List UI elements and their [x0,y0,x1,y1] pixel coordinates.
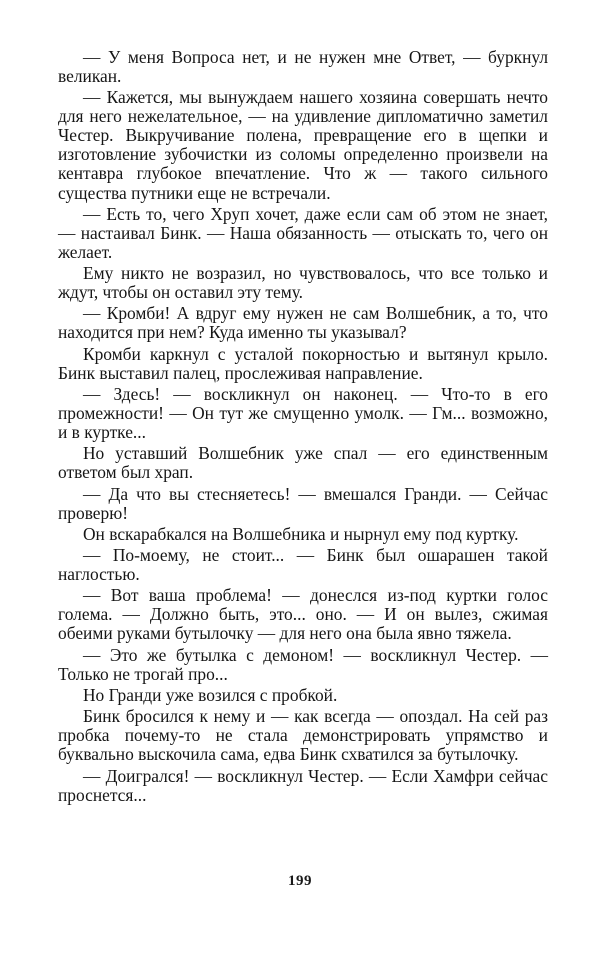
paragraph: Он вскарабкался на Волшебника и нырнул ему под куртку. [83,523,519,544]
page-number: 199 [288,873,312,889]
paragraph: — Да что вы стесняетесь! — вмешался Гранди. — Сейчас проверю! [58,483,548,523]
paragraph: Кромби каркнул с усталой покорностью и вытянул крыло. Бинк выставил палец, прослеживая направление. [58,343,548,383]
paragraph: — Здесь! — воскликнул он наконец. — Что-то в его промежности! — Он тут же смущенно умолк. — Гм... возможно, и в куртке... [58,383,548,443]
paragraph: — Вот ваша проблема! — донеслся из-под куртки голос голема. — Должно быть, это... оно. — И он вылез, сжимая обеими руками бутылочку — для него она была явно тяжела. [58,585,548,644]
paragraph: — По-моему, не стоит... — Бинк был ошарашен такой наглостью. [58,545,548,585]
paragraph: — Есть то, чего Хруп хочет, даже если сам об этом не знает, — настаивал Бинк. — Наша обязанность — отыскать то, чего он желает. [58,203,548,262]
paragraph: — Кромби! А вдруг ему нужен не сам Волшебник, а то, что находится при нем? Куда именно ты указывал? [58,303,548,343]
paragraph: Но Гранди уже возился с пробкой. [83,684,338,705]
paragraph: Бинк бросился к нему и — как всегда — опоздал. На сей раз пробка почему-то не стала демонстрировать упрямство и буквально выскочила сама, едва Бинк схватился за бутылочку. [58,706,548,765]
page-body [58,48,548,807]
paragraph: Но уставший Волшебник уже спал — его единственным ответом был храп. [58,443,548,483]
paragraph: — У меня Вопроса нет, и не нужен мне Ответ, — буркнул великан. [58,47,548,87]
paragraph: Ему никто не возразил, но чувствовалось, что все только и ждут, чтобы он оставил эту тему. [58,263,548,303]
paragraph: — Доигрался! — воскликнул Честер. — Если Хамфри сейчас проснется... [58,765,548,805]
paragraph: — Кажется, мы вынуждаем нашего хозяина совершать нечто для него нежелательное, — на удивление дипломатично заметил Честер. Выкручивание полена, превращение его в щепки и изготовление зубочистки из соломы определенно произвели на кентавра глубокое впечатление. Что ж — такого сильного существа путники еще не встречали. [58,87,548,203]
paragraph: — Это же бутылка с демоном! — воскликнул Честер. — Только не трогай про... [58,644,548,684]
